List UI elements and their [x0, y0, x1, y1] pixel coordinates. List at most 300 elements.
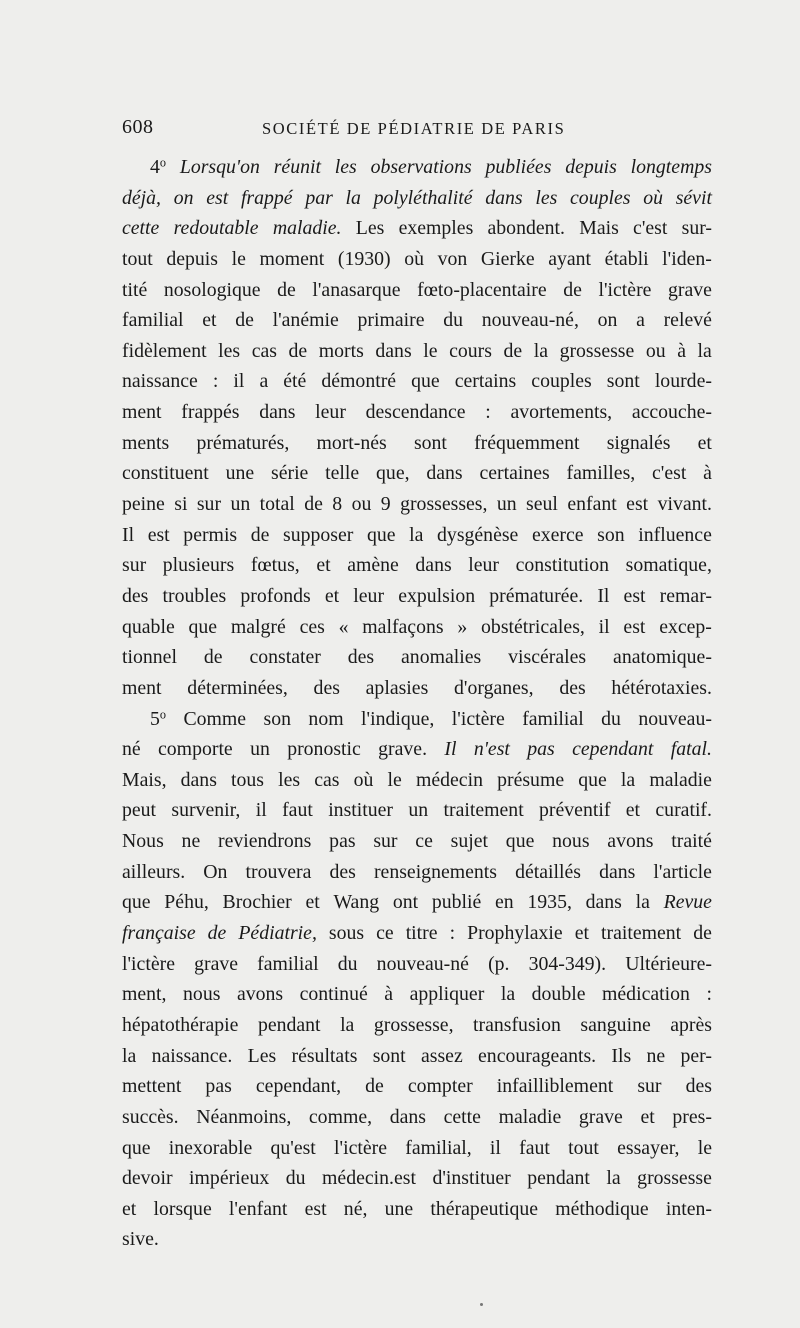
word: française	[122, 922, 196, 945]
word: que,	[376, 462, 410, 485]
word: 304-349).	[528, 952, 607, 975]
word: observations	[370, 156, 472, 178]
text-line	[122, 213, 712, 244]
word: avons	[607, 830, 654, 853]
text-line	[122, 673, 712, 704]
word: sont	[372, 1044, 406, 1067]
word: comme,	[308, 1105, 373, 1128]
word: la	[340, 1013, 355, 1036]
word: total	[259, 493, 295, 516]
word: ailleurs.	[122, 860, 186, 883]
word: (p.	[488, 952, 510, 975]
word: signalés	[606, 431, 671, 454]
word: certains	[454, 370, 517, 393]
word: depuis	[166, 247, 219, 270]
word: présume	[497, 768, 565, 791]
word: où	[404, 247, 424, 270]
word: mettent	[122, 1075, 182, 1098]
word: Il	[122, 523, 135, 546]
word: fœto-placentaire	[417, 278, 547, 301]
word: encourageants.	[478, 1044, 597, 1067]
word: la	[409, 523, 424, 546]
word: son	[597, 523, 625, 546]
word: Lorsqu'on	[179, 156, 260, 178]
word: de	[207, 922, 227, 945]
word: 8	[332, 493, 343, 516]
word: Pédiatrie,	[238, 922, 317, 945]
word: moment	[259, 247, 325, 270]
text-line	[122, 1133, 712, 1164]
word: fatal.	[670, 738, 712, 761]
word: survenir,	[171, 799, 241, 822]
word: naissance.	[151, 1044, 233, 1067]
word: ment	[122, 401, 162, 424]
word: la	[697, 339, 712, 362]
ordinal	[150, 704, 166, 735]
word: dans	[375, 339, 412, 362]
word: viscérales	[508, 646, 587, 669]
word: continué	[299, 983, 368, 1006]
word: constitution	[515, 554, 610, 577]
word: Wang	[333, 891, 380, 914]
word: que	[366, 523, 396, 546]
word: des	[329, 860, 356, 883]
word: fréquemment	[474, 431, 580, 454]
word: où	[353, 768, 374, 791]
word: certaines	[479, 462, 550, 485]
word: :	[449, 922, 456, 945]
word: ne	[181, 830, 201, 853]
word: polyléthalité	[373, 186, 473, 209]
word: l'ictère	[334, 1136, 388, 1159]
word: sur	[637, 1075, 662, 1098]
word: «	[338, 615, 349, 638]
word: compter	[407, 1075, 473, 1098]
text-line	[122, 366, 712, 397]
word: transfusion	[473, 1013, 561, 1036]
word: que	[411, 370, 440, 393]
word: exerce	[531, 523, 584, 546]
text-line	[122, 795, 712, 826]
word: peut	[122, 799, 157, 822]
paper-speck	[480, 1303, 483, 1306]
word: déterminées,	[187, 676, 288, 699]
word: médecin.est	[322, 1167, 416, 1190]
word: familial	[522, 707, 584, 730]
word: la	[500, 983, 516, 1006]
word: infailliblement	[496, 1075, 614, 1098]
word: grave	[578, 1105, 623, 1128]
word: nous	[552, 830, 590, 853]
word: de	[203, 646, 223, 669]
word: tionnel	[122, 646, 177, 669]
word: amène	[347, 554, 399, 577]
word: publiées	[485, 156, 552, 178]
word: n'est	[473, 738, 510, 761]
word: cours	[449, 339, 492, 362]
word: l'article	[653, 860, 712, 883]
word: :	[485, 401, 491, 424]
text-line	[122, 520, 712, 551]
text-line	[122, 152, 712, 183]
word: sujet	[450, 830, 489, 853]
word: seul	[526, 493, 558, 516]
word: longtemps	[630, 156, 712, 178]
word: assez	[420, 1044, 463, 1067]
word: traitement	[600, 922, 682, 945]
word: grossesse	[559, 339, 635, 362]
word: nom	[308, 707, 344, 730]
text-line	[122, 1071, 712, 1102]
word: (1930)	[337, 247, 391, 270]
text-line	[122, 428, 712, 459]
word: reviendrons	[218, 830, 312, 853]
word: cependant,	[255, 1075, 342, 1098]
word: démontré	[321, 370, 397, 393]
running-title: SOCIÉTÉ DE PÉDIATRIE DE PARIS	[262, 119, 566, 138]
word: la	[606, 1167, 621, 1190]
text-line	[122, 1194, 712, 1225]
word: après	[670, 1013, 712, 1036]
word: et	[697, 431, 712, 454]
word: né	[122, 738, 141, 761]
word: telle	[325, 462, 360, 485]
word: leur	[353, 584, 385, 607]
word: grossesse	[637, 1167, 712, 1190]
word: prématurée.	[489, 584, 584, 607]
word: naissance	[122, 370, 198, 393]
word: détaillés	[515, 860, 581, 883]
word: tout	[122, 247, 153, 270]
word: le	[423, 339, 438, 362]
word: maladie	[498, 1105, 562, 1128]
word: impérieux	[189, 1167, 270, 1190]
text-line	[122, 244, 712, 275]
word: thérapeutique	[430, 1197, 539, 1220]
word: le	[231, 247, 246, 270]
word: de	[250, 523, 270, 546]
ordinal-superscript: o	[159, 155, 167, 170]
word: médecin	[415, 768, 483, 791]
text-line	[122, 949, 712, 980]
word: cette	[443, 1105, 481, 1128]
word: mort-nés	[316, 431, 387, 454]
word: instituer	[328, 799, 394, 822]
word: curatif.	[655, 799, 712, 822]
word: tité	[122, 278, 148, 301]
word: de	[503, 339, 523, 362]
word: tout	[568, 1136, 599, 1159]
word: à	[677, 339, 686, 362]
word: depuis	[565, 156, 617, 178]
word: pas	[527, 738, 555, 761]
word: somatique,	[625, 554, 712, 577]
word: une	[384, 1197, 414, 1220]
word: de	[563, 278, 582, 301]
page-number: 608	[122, 116, 154, 138]
word: grave	[194, 952, 239, 975]
word: nouveau-né	[376, 952, 469, 975]
word: les	[535, 186, 558, 209]
word: est	[623, 615, 646, 638]
word: un	[496, 493, 517, 516]
word: hétérotaxies.	[611, 676, 712, 699]
word: inten-	[665, 1197, 712, 1220]
word: prématurés,	[196, 431, 290, 454]
word: Gierke	[480, 247, 535, 270]
word: pendant	[527, 1167, 590, 1190]
word: redoutable	[173, 217, 259, 240]
word: malfaçons	[362, 615, 444, 638]
word: Mais,	[122, 768, 167, 791]
word: accouche-	[631, 401, 712, 424]
text-line	[122, 857, 712, 888]
word: et	[640, 1105, 655, 1128]
word: le	[697, 1136, 712, 1159]
word: en	[495, 891, 514, 914]
word: plusieurs	[162, 554, 235, 577]
word: double	[531, 983, 586, 1006]
text-line	[122, 1041, 712, 1072]
word: ayant	[548, 247, 592, 270]
word: les	[334, 156, 357, 178]
word: de	[277, 278, 296, 301]
ordinal-superscript: o	[159, 706, 167, 721]
word: du	[337, 952, 358, 975]
word: été	[283, 370, 307, 393]
word: Néanmoins,	[196, 1105, 292, 1128]
word: lorsque	[153, 1197, 212, 1220]
body-text	[122, 152, 712, 1255]
word: quable	[122, 615, 175, 638]
word: ce	[415, 830, 433, 853]
word: traitement	[443, 799, 524, 822]
word: pas	[329, 830, 356, 853]
word: dans	[585, 891, 622, 914]
word: Il	[597, 584, 610, 607]
word: série	[271, 462, 309, 485]
word: influence	[638, 523, 712, 546]
word: que	[122, 1136, 151, 1159]
word: appliquer	[409, 983, 485, 1006]
word: Il	[444, 738, 457, 761]
word: on	[597, 309, 618, 332]
text-line	[122, 826, 712, 857]
word: descendance	[365, 401, 466, 424]
text-line	[122, 734, 712, 765]
word: des	[559, 676, 586, 699]
word: de	[693, 922, 712, 945]
text-line	[122, 397, 712, 428]
word: déjà,	[122, 186, 162, 209]
word: l'indique,	[361, 707, 435, 730]
word: devoir	[122, 1167, 173, 1190]
word: sévit	[675, 186, 712, 209]
word: per-	[680, 1044, 712, 1067]
word: aplasies	[365, 676, 429, 699]
word: On	[203, 860, 228, 883]
word: tous	[231, 768, 265, 791]
word: grave.	[378, 738, 428, 761]
word: excep-	[659, 615, 712, 638]
text-line	[122, 336, 712, 367]
word: que	[578, 768, 607, 791]
word: on	[173, 186, 194, 209]
word: il	[598, 615, 610, 638]
word: :	[212, 370, 219, 393]
word: l'iden-	[662, 247, 712, 270]
word: est	[147, 523, 170, 546]
word: réunit	[273, 156, 321, 178]
word: relevé	[663, 309, 712, 332]
word: familial	[257, 952, 319, 975]
word: pendant	[257, 1013, 321, 1036]
word: la	[345, 186, 361, 209]
word: Les	[247, 1044, 277, 1067]
word: ments	[122, 431, 170, 454]
word: von	[437, 247, 468, 270]
word: Ils	[611, 1044, 632, 1067]
word: pronostic	[287, 738, 361, 761]
page-header	[122, 116, 694, 146]
word: du	[443, 309, 463, 332]
word: établi	[604, 247, 649, 270]
word: cas	[251, 339, 277, 362]
word: pas	[205, 1075, 232, 1098]
word: hépatothérapie	[122, 1013, 239, 1036]
word: renseignements	[373, 860, 497, 883]
word: frappé	[240, 186, 293, 209]
text-line	[122, 183, 712, 214]
text-line	[122, 704, 712, 735]
word: grossesse,	[373, 1013, 454, 1036]
word: primaire	[357, 309, 425, 332]
word: couples	[531, 370, 592, 393]
word: morts	[318, 339, 364, 362]
word: la	[635, 891, 650, 914]
word: méthodique	[555, 1197, 649, 1220]
text-line	[122, 458, 712, 489]
word: la	[533, 339, 548, 362]
word: trouvera	[245, 860, 312, 883]
word: et	[625, 799, 641, 822]
word: nosologique	[163, 278, 261, 301]
word: est	[206, 186, 229, 209]
word: :	[706, 983, 712, 1006]
word: des	[347, 646, 375, 669]
word: supposer	[283, 523, 354, 546]
word: titre	[405, 922, 438, 945]
word: de	[304, 493, 323, 516]
word: la	[122, 1044, 137, 1067]
word: qu'est	[270, 1136, 316, 1159]
word: de	[365, 1075, 384, 1098]
word: dysgénèse	[437, 523, 519, 546]
word: Péhu,	[164, 891, 209, 914]
word: ont	[392, 891, 419, 914]
word: il	[233, 370, 245, 393]
word: essayer,	[617, 1136, 680, 1159]
word: malgré	[230, 615, 286, 638]
word: faut	[519, 1136, 550, 1159]
word: les	[218, 339, 241, 362]
word: des	[685, 1075, 712, 1098]
text-line	[122, 887, 712, 918]
word: ce	[376, 922, 394, 945]
word: nouveau-	[638, 707, 712, 730]
word: avons	[236, 983, 284, 1006]
word: sont	[606, 370, 640, 393]
word: à	[384, 983, 394, 1006]
word: et	[324, 584, 340, 607]
text-line	[122, 550, 712, 581]
word: familial,	[405, 1136, 472, 1159]
word: l'ictère	[598, 278, 652, 301]
word: exemples	[398, 217, 474, 240]
word: cependant	[572, 738, 654, 761]
word: dans	[259, 401, 296, 424]
text-line	[122, 642, 712, 673]
word: vivant.	[657, 493, 712, 516]
word: de	[288, 339, 308, 362]
word: il	[489, 1136, 501, 1159]
word: fidèlement	[122, 339, 207, 362]
word: médication	[602, 983, 690, 1006]
word: leur	[468, 554, 500, 577]
word: que	[188, 615, 218, 638]
word: faut	[282, 799, 313, 822]
word: succès.	[122, 1105, 179, 1128]
word: que	[505, 830, 535, 853]
word: lourde-	[654, 370, 712, 393]
word: obstétricales,	[481, 615, 585, 638]
word: enfant	[567, 493, 617, 516]
text-line	[122, 1163, 712, 1194]
text-line	[122, 1010, 712, 1041]
ordinal	[150, 152, 166, 183]
word: et	[122, 1197, 137, 1220]
word: 5	[150, 707, 160, 730]
word: frappés	[181, 401, 240, 424]
word: et	[202, 309, 217, 332]
word: il	[255, 799, 267, 822]
word: par	[305, 186, 333, 209]
word: dans	[180, 768, 217, 791]
word: né,	[343, 1197, 368, 1220]
word: dans	[485, 186, 523, 209]
word: »	[457, 615, 468, 638]
word: Brochier	[222, 891, 292, 914]
word: maladie	[649, 768, 712, 791]
word: est	[304, 1197, 327, 1220]
word: une	[225, 462, 255, 485]
word: anatomique-	[613, 646, 712, 669]
word: a	[259, 370, 269, 393]
text-line	[122, 305, 712, 336]
word: traité	[671, 830, 712, 853]
word: Mais	[579, 217, 619, 240]
word: publié	[431, 891, 482, 914]
word: sur	[196, 493, 222, 516]
word: l'anémie	[272, 309, 339, 332]
word: leur	[315, 401, 346, 424]
word: 9	[380, 493, 391, 516]
word: un	[250, 738, 270, 761]
word: l'enfant	[228, 1197, 288, 1220]
word: ces	[299, 615, 325, 638]
word: si	[174, 493, 188, 516]
word: du	[285, 1167, 306, 1190]
